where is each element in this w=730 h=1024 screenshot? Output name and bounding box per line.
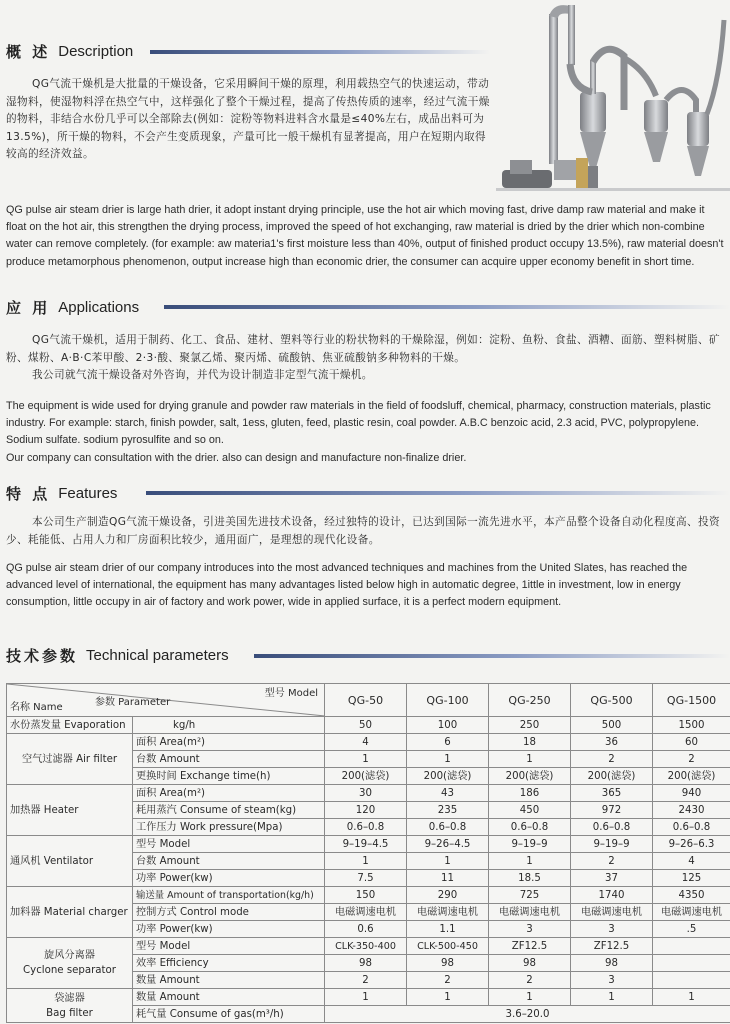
table-cell: 1 bbox=[325, 989, 407, 1006]
param-cell: 型号 Model bbox=[133, 836, 325, 853]
table-cell: .5 bbox=[653, 921, 730, 938]
table-row bbox=[7, 938, 730, 955]
table-cell: 1.1 bbox=[407, 921, 489, 938]
applications-en-paragraph-2: Our company can consultation with the drier. also can design and manufacture non-finalize drier. bbox=[6, 451, 467, 464]
param-cell: 耗用蒸汽 Consume of steam(kg) bbox=[133, 802, 325, 819]
features-cn-paragraph: 本公司生产制造QG气流干燥设备，引进美国先进技术设备，经过独特的设计，已达到国际一流先进水平，本产品整个设备自动化程度高、投资少、耗能低、占用人力和厂房面积比较少，通用面广，是理想的现代化设备。 bbox=[6, 516, 720, 546]
table-cell: 200(滤袋) bbox=[653, 768, 730, 785]
applications-cn-text bbox=[6, 332, 726, 385]
evaporation-label: 水份蒸发量 Evaporation bbox=[7, 717, 133, 734]
evaporation-unit: kg/h bbox=[133, 717, 325, 734]
table-cell: 200(滤袋) bbox=[325, 768, 407, 785]
param-cell: 耗气量 Consume of gas(m³/h) bbox=[133, 1006, 325, 1023]
table-cell: 725 bbox=[489, 887, 571, 904]
table-row bbox=[7, 989, 730, 1006]
description-cn-text bbox=[6, 76, 492, 164]
param-cell: 台数 Amount bbox=[133, 853, 325, 870]
description-en-text bbox=[6, 202, 726, 271]
table-cell: 3.6–20.0 bbox=[325, 1006, 730, 1023]
table-cell: 2430 bbox=[653, 802, 730, 819]
table-row bbox=[7, 734, 730, 751]
features-rule bbox=[146, 491, 730, 495]
param-cell: 数量 Amount bbox=[133, 989, 325, 1006]
table-cell: 1 bbox=[571, 989, 653, 1006]
table-cell: 2 bbox=[407, 972, 489, 989]
table-cell: CLK-500-450 bbox=[407, 938, 489, 955]
cyclone-label-en: Cyclone separator bbox=[23, 965, 116, 976]
table-cell: 1740 bbox=[571, 887, 653, 904]
param-cell: 台数 Amount bbox=[133, 751, 325, 768]
param-cell: 数量 Amount bbox=[133, 972, 325, 989]
param-cell: 更换时间 Exchange time(h) bbox=[133, 768, 325, 785]
model-qg-50: QG-50 bbox=[325, 684, 407, 717]
material-charger-label: 加料器 Material charger bbox=[7, 887, 133, 938]
table-cell: 1 bbox=[489, 853, 571, 870]
table-cell: 3 bbox=[489, 921, 571, 938]
table-cell: 0.6–0.8 bbox=[571, 819, 653, 836]
table-cell: 电磁调速电机 bbox=[571, 904, 653, 921]
table-cell: 290 bbox=[407, 887, 489, 904]
header-name-label: 名称 Name bbox=[10, 702, 63, 713]
table-cell: 2 bbox=[489, 972, 571, 989]
model-qg-1500: QG-1500 bbox=[653, 684, 730, 717]
table-cell: 2 bbox=[653, 751, 730, 768]
description-heading-cn: 概 述 bbox=[6, 42, 51, 61]
bag-filter-label-cn: 袋滤器 bbox=[54, 992, 85, 1004]
table-cell: 940 bbox=[653, 785, 730, 802]
description-cn-paragraph: QG气流干燥机是大批量的干燥设备，它采用瞬间干燥的原理，利用载热空气的快速运动，带动湿物料，使湿物料浮在热空气中，这样强化了整个干燥过程，提高了传热传质的速率，经过气流干燥的物料，非结合水份几乎可以全部除去(例如：淀粉等物料进料含水量是≤40%左右，成品出料可为13.5%)，所干燥的物料，不会产生变质现象，产量可比一般干燥机有显著提高，用户在短期内取得较高的经济效益。 bbox=[6, 78, 490, 161]
table-cell: CLK-350-400 bbox=[325, 938, 407, 955]
table-cell: 98 bbox=[489, 955, 571, 972]
table-cell: 98 bbox=[571, 955, 653, 972]
air-filter-label: 空气过滤器 Air filter bbox=[7, 734, 133, 785]
table-cell: 50 bbox=[325, 717, 407, 734]
param-cell: 面积 Area(m²) bbox=[133, 734, 325, 751]
table-cell: 60 bbox=[653, 734, 730, 751]
table-cell: 250 bbox=[489, 717, 571, 734]
table-header-row bbox=[7, 684, 730, 717]
table-cell: 电磁调速电机 bbox=[407, 904, 489, 921]
table-cell: 1 bbox=[325, 751, 407, 768]
table-row bbox=[7, 887, 730, 904]
table-cell: 18.5 bbox=[489, 870, 571, 887]
description-en-paragraph: QG pulse air steam drier is large hath drier, it adopt instant drying principle, use the hot air which moving fast, drive damp raw material and make it float on the hot air, this strengthen the drying process, improved the speed of hot exchanging, raw material is dried by the drier which non-combine water can remove completely. (for example: aw materia1's first moisture less than 40%, output of finished product occupy 13.5%), raw material doesn't produce metamorphous phenomenon, output increase high than economic drier, the consumer can acquire upper economy benefit in short time. bbox=[6, 204, 724, 268]
table-cell: 4 bbox=[653, 853, 730, 870]
table-cell: 电磁调速电机 bbox=[489, 904, 571, 921]
table-cell: 36 bbox=[571, 734, 653, 751]
bag-filter-label bbox=[7, 989, 133, 1023]
header-diagonal-cell bbox=[7, 684, 325, 717]
description-heading bbox=[6, 40, 133, 62]
features-heading bbox=[6, 482, 117, 504]
param-cell: 控制方式 Control mode bbox=[133, 904, 325, 921]
table-cell: 1 bbox=[489, 989, 571, 1006]
applications-cn-paragraph-1: QG气流干燥机，适用于制药、化工、食品、建材、塑料等行业的粉状物料的干燥除湿，例如：淀粉、鱼粉、食盐、酒糟、面筋、塑料树脂、矿粉、煤粉、A·B·C苯甲酸、2·3·酸、聚氯乙烯、聚丙烯、硫酸钠、焦亚硫酸钠多种物料的干燥。 bbox=[6, 334, 720, 364]
table-cell: 6 bbox=[407, 734, 489, 751]
table-cell bbox=[653, 938, 730, 955]
technical-heading-en: Technical parameters bbox=[86, 646, 229, 664]
table-cell: 9–19–9 bbox=[489, 836, 571, 853]
features-heading-en: Features bbox=[58, 484, 118, 502]
table-cell: 235 bbox=[407, 802, 489, 819]
table-cell: 9–26–4.5 bbox=[407, 836, 489, 853]
table-cell: 37 bbox=[571, 870, 653, 887]
applications-en-paragraph-1: The equipment is wide used for drying granule and powder raw materials in the field of foodsluff, chemical, pharmacy, construction materials, plastic industry. For example: starch, finish powder, salt, 1ess, gluten, feed, plastic resin, coal powder. A.B.C benzoic acid, 2.3 acid, PVC, polypropylene. Sodium sulfate. sodium pyrosulfite and so on. bbox=[6, 400, 711, 447]
table-cell: 125 bbox=[653, 870, 730, 887]
table-cell: 1 bbox=[325, 853, 407, 870]
heater-label: 加热器 Heater bbox=[7, 785, 133, 836]
features-heading-cn: 特 点 bbox=[6, 484, 51, 503]
table-cell: 0.6–0.8 bbox=[653, 819, 730, 836]
table-cell: ZF12.5 bbox=[489, 938, 571, 955]
table-cell: 7.5 bbox=[325, 870, 407, 887]
param-cell: 功率 Power(kw) bbox=[133, 921, 325, 938]
applications-heading bbox=[6, 296, 139, 318]
table-row bbox=[7, 717, 730, 734]
table-cell: 186 bbox=[489, 785, 571, 802]
model-qg-250: QG-250 bbox=[489, 684, 571, 717]
applications-cn-paragraph-2: 我公司就气流干燥设备对外咨询，并代为设计制造非定型气流干燥机。 bbox=[32, 369, 373, 382]
table-cell: 150 bbox=[325, 887, 407, 904]
table-cell bbox=[653, 972, 730, 989]
param-cell: 型号 Model bbox=[133, 938, 325, 955]
table-cell: 200(滤袋) bbox=[489, 768, 571, 785]
table-cell: 2 bbox=[325, 972, 407, 989]
model-qg-100: QG-100 bbox=[407, 684, 489, 717]
table-cell: 电磁调速电机 bbox=[653, 904, 730, 921]
table-cell: 9–19–4.5 bbox=[325, 836, 407, 853]
table-cell: 1500 bbox=[653, 717, 730, 734]
table-cell: 0.6–0.8 bbox=[489, 819, 571, 836]
features-cn-text bbox=[6, 514, 726, 549]
description-heading-en: Description bbox=[58, 42, 134, 60]
table-cell: 450 bbox=[489, 802, 571, 819]
table-cell: 2 bbox=[571, 751, 653, 768]
param-cell: 工作压力 Work pressure(Mpa) bbox=[133, 819, 325, 836]
features-en-text bbox=[6, 560, 726, 612]
table-cell: 3 bbox=[571, 921, 653, 938]
param-cell: 效率 Efficiency bbox=[133, 955, 325, 972]
features-en-paragraph: QG pulse air steam drier of our company introduces into the most advanced techniques and machines from the United Slates, has reached the advanced level of international, the equipment has many advantages listed below high in automatic degree, 1ittle in investment, low in energy consumption, little occupy in air of factory and work power, wide in applied surface, it is a perfect modern equipment. bbox=[6, 562, 688, 609]
table-cell: 9–19–9 bbox=[571, 836, 653, 853]
table-cell: 1 bbox=[407, 853, 489, 870]
cyclone-separator-label bbox=[7, 938, 133, 989]
table-cell: 1 bbox=[653, 989, 730, 1006]
table-cell: 电磁调速电机 bbox=[325, 904, 407, 921]
table-cell: 4350 bbox=[653, 887, 730, 904]
table-cell bbox=[653, 955, 730, 972]
technical-parameters-table bbox=[6, 683, 730, 1023]
table-cell: 18 bbox=[489, 734, 571, 751]
table-cell: 365 bbox=[571, 785, 653, 802]
table-cell: 200(滤袋) bbox=[407, 768, 489, 785]
table-cell: 100 bbox=[407, 717, 489, 734]
table-cell: 200(滤袋) bbox=[571, 768, 653, 785]
table-cell: 30 bbox=[325, 785, 407, 802]
table-cell: 1 bbox=[489, 751, 571, 768]
header-model-label: 型号 Model bbox=[264, 688, 318, 699]
table-cell: 9–26–6.3 bbox=[653, 836, 730, 853]
table-cell: 98 bbox=[407, 955, 489, 972]
table-cell: 120 bbox=[325, 802, 407, 819]
applications-en-text bbox=[6, 398, 726, 467]
param-cell: 输送量 Amount of transportation(kg/h) bbox=[133, 887, 325, 904]
dryer-illustration bbox=[496, 0, 730, 196]
table-cell: 4 bbox=[325, 734, 407, 751]
header-param-label: 参数 Parameter bbox=[95, 697, 171, 708]
param-cell: 功率 Power(kw) bbox=[133, 870, 325, 887]
applications-rule bbox=[164, 305, 730, 309]
param-cell: 面积 Area(m²) bbox=[133, 785, 325, 802]
cyclone-label-cn: 旋风分离器 bbox=[44, 950, 95, 961]
technical-rule bbox=[254, 654, 730, 658]
table-cell: 3 bbox=[571, 972, 653, 989]
table-cell: 1 bbox=[407, 989, 489, 1006]
technical-heading bbox=[6, 644, 229, 666]
table-cell: 500 bbox=[571, 717, 653, 734]
applications-heading-en: Applications bbox=[58, 298, 140, 316]
table-cell: 0.6–0.8 bbox=[325, 819, 407, 836]
applications-heading-cn: 应 用 bbox=[6, 298, 51, 317]
technical-heading-cn: 技术参数 bbox=[6, 646, 79, 665]
table-cell: ZF12.5 bbox=[571, 938, 653, 955]
table-cell: 98 bbox=[325, 955, 407, 972]
table-cell: 0.6–0.8 bbox=[407, 819, 489, 836]
model-qg-500: QG-500 bbox=[571, 684, 653, 717]
table-cell: 2 bbox=[571, 853, 653, 870]
table-cell: 1 bbox=[407, 751, 489, 768]
ventilator-label: 通风机 Ventilator bbox=[7, 836, 133, 887]
table-cell: 972 bbox=[571, 802, 653, 819]
table-cell: 11 bbox=[407, 870, 489, 887]
table-row bbox=[7, 836, 730, 853]
table-cell: 0.6 bbox=[325, 921, 407, 938]
table-row bbox=[7, 785, 730, 802]
bag-filter-label-en: Bag filter bbox=[46, 1007, 93, 1019]
table-cell: 43 bbox=[407, 785, 489, 802]
description-rule bbox=[150, 50, 490, 54]
